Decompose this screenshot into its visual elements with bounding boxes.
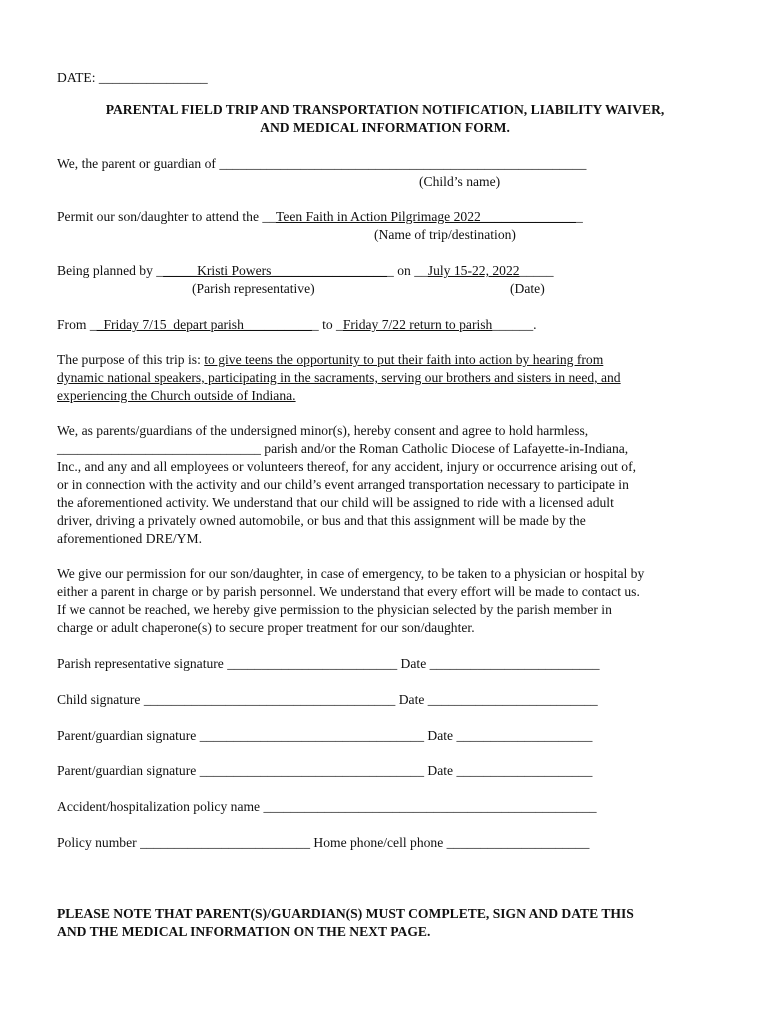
from-value[interactable]: _Friday 7/15_depart parish__________ [96,317,312,332]
purpose-value-3[interactable]: experiencing the Church outside of Indiana. [57,388,296,403]
child-signature-field[interactable]: Child signature _____________________________________ Date _________________________ [57,692,598,707]
planned-date-value[interactable]: July 15-22, 2022 [427,263,520,278]
note-line-2: AND THE MEDICAL INFORMATION ON THE NEXT PAGE. [57,924,431,939]
policy-name-field[interactable]: Accident/hospitalization policy name _________________________________________________ [57,799,597,814]
form-title-line-2: AND MEDICAL INFORMATION FORM. [260,120,510,135]
trip-name-caption: (Name of trip/destination) [374,227,516,242]
parish-rep-signature-label: Parish representative signature _________________________ Date _____ [57,656,464,671]
purpose-line-1 [57,351,717,369]
emergency-line-3: If we cannot be reached, we hereby give permission to the physician selected by the parish member in [57,602,612,617]
parent-signature-field-1[interactable]: Parent/guardian signature _________________________________ Date ____________________ [57,728,593,743]
note-line-1: PLEASE NOTE THAT PARENT(S)/GUARDIAN(S) MUST COMPLETE, SIGN AND DATE THIS [57,906,634,921]
trip-name-suffix: _ [575,209,583,224]
planned-date-suffix: _____ [519,263,554,278]
form-title-line-1: PARENTAL FIELD TRIP AND TRANSPORTATION NOTIFICATION, LIABILITY WAIVER, [105,102,665,117]
date-field[interactable]: DATE: ________________ [57,70,208,85]
child-name-field[interactable]: We, the parent or guardian of ______________________________________________________ [57,156,587,171]
parish-rep-date-tail[interactable]: ____________________ [463,656,600,671]
from-label: From _ [57,317,97,332]
planned-by-label: Being planned by _ [57,263,164,278]
waiver-line-7: aforementioned DRE/YM. [57,531,202,546]
trip-name-row [57,208,717,226]
purpose-value-2[interactable]: dynamic national speakers, participating in the sacraments, serving our brothers and sisters in need, and [57,370,621,385]
date-caption: (Date) [510,281,545,296]
waiver-line-5: the aforementioned activity. We understand that our child will be assigned to ride with a licensed adult [57,495,614,510]
waiver-line-6: driver, driving a privately owned automobile, or bus and that this assignment will be made by the [57,513,586,528]
parish-rep-signature-field[interactable] [57,655,717,673]
from-to-row [57,316,717,334]
trip-name-value[interactable]: Teen Faith in Action Pilgrimage 2022______________ [275,209,576,224]
policy-phone-field[interactable]: Policy number _________________________ Home phone/cell phone _____________________ [57,835,590,850]
to-label: _ to _ [311,317,343,332]
child-name-caption: (Child’s name) [419,174,501,189]
to-suffix: ______. [492,317,537,332]
emergency-line-1: We give our permission for our son/daughter, in case of emergency, to be taken to a physician or hospital by [57,566,645,581]
waiver-line-1: We, as parents/guardians of the undersigned minor(s), hereby consent and agree to hold harmless, [57,423,589,438]
purpose-value-1[interactable]: to give teens the opportunity to put their faith into action by hearing from [204,352,604,367]
waiver-line-4: or in connection with the activity and our child’s event arranged transportation necessary to participate in [57,477,629,492]
to-value[interactable]: Friday 7/22 return to parish [342,317,493,332]
emergency-line-4: charge or adult chaperone(s) to secure proper treatment for our son/daughter. [57,620,475,635]
purpose-label: The purpose of this trip is: [57,352,205,367]
trip-name-label: Permit our son/daughter to attend the __ [57,209,276,224]
parish-rep-caption: (Parish representative) [192,281,315,296]
planned-by-row [57,262,717,280]
parent-signature-field-2[interactable]: Parent/guardian signature _________________________________ Date ____________________ [57,763,593,778]
planned-on-label: _ on __ [387,263,428,278]
waiver-line-3: Inc., and any and all employees or volunteers thereof, for any accident, injury or occurrence arising out of, [57,459,637,474]
emergency-line-2: either a parent in charge or by parish personnel. We understand that every effort will be made to contact us. [57,584,640,599]
planned-by-value[interactable]: _____Kristi Powers_________________ [163,263,388,278]
waiver-line-2[interactable]: ______________________________ parish and/or the Roman Catholic Diocese of Lafayette-in-Indiana, [57,441,629,456]
